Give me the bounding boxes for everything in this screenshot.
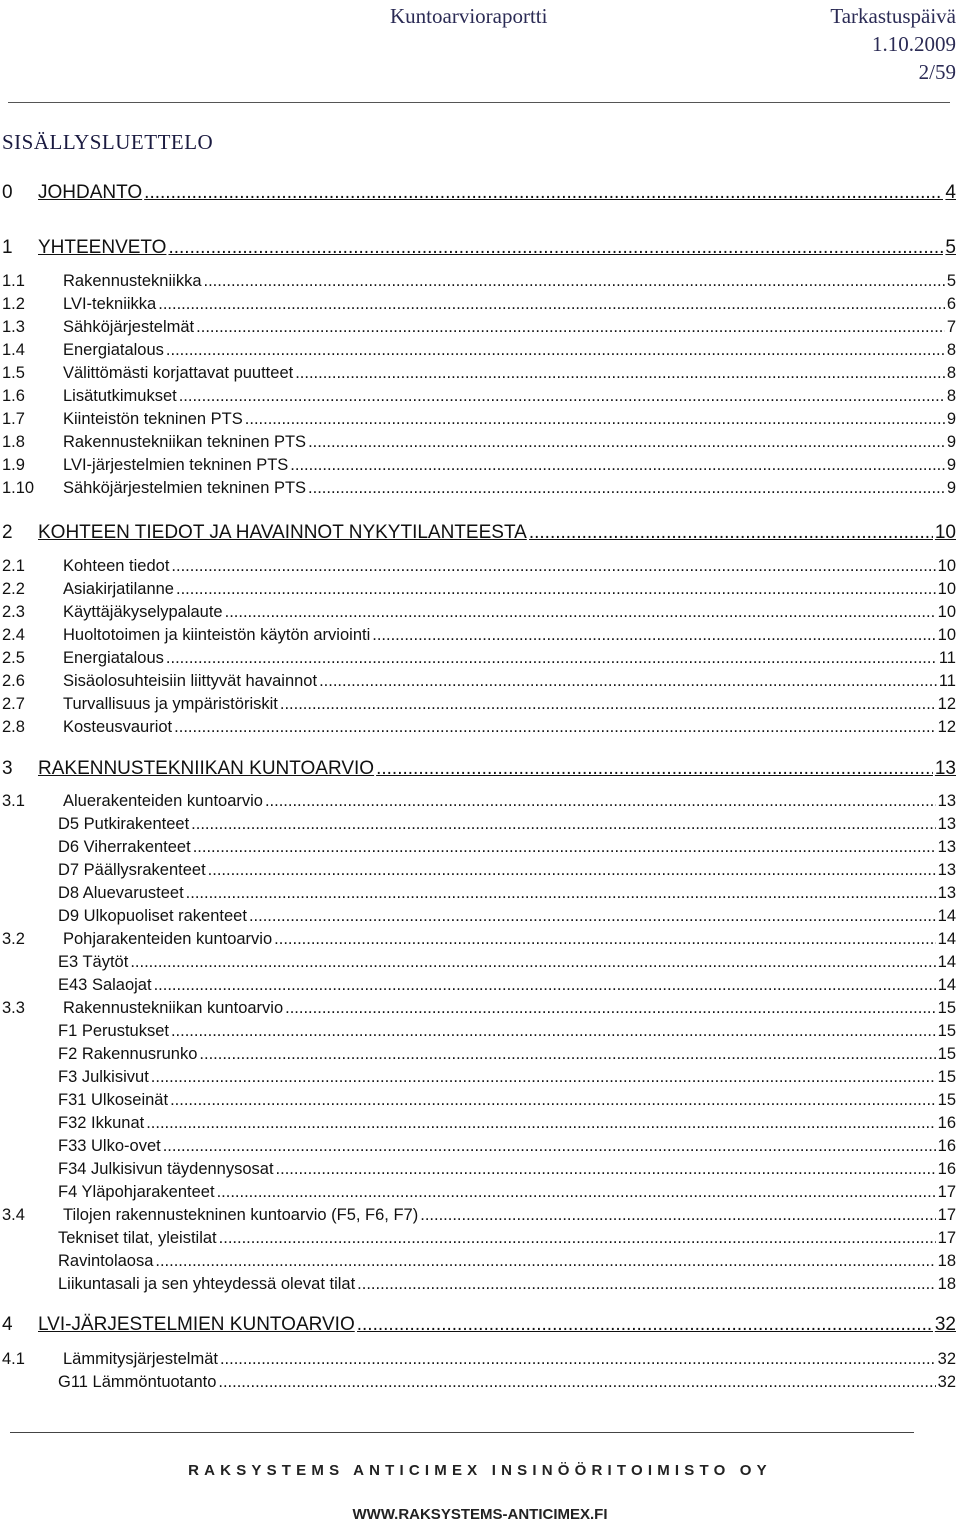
toc-entry[interactable] bbox=[0, 1373, 956, 1392]
toc-leader-dots bbox=[176, 580, 936, 599]
toc-entry-page: 14 bbox=[937, 976, 956, 994]
toc-entry-page: 9 bbox=[946, 410, 956, 428]
toc-leader-dots bbox=[372, 626, 935, 645]
toc-entry-title: Rakennustekniikka bbox=[63, 272, 202, 290]
toc-entry-title: G11 Lämmöntuotanto bbox=[58, 1373, 217, 1391]
toc-entry-number: 1.8 bbox=[2, 433, 25, 451]
toc-entry[interactable] bbox=[0, 815, 956, 834]
toc-entry-page: 5 bbox=[945, 237, 956, 258]
toc-entry[interactable] bbox=[0, 1114, 956, 1133]
toc-entry-number: 2 bbox=[2, 522, 13, 543]
toc-entry[interactable] bbox=[0, 1229, 956, 1248]
inspection-date: 1.10.2009 bbox=[872, 32, 956, 56]
toc-entry-number: 2.5 bbox=[2, 649, 25, 667]
toc-leader-dots bbox=[130, 953, 935, 972]
toc-entry-title: Sähköjärjestelmien tekninen PTS bbox=[63, 479, 307, 497]
toc-leader-dots bbox=[308, 479, 945, 498]
toc-entry-title: Välittömästi korjattavat puutteet bbox=[63, 364, 294, 382]
toc-entry[interactable] bbox=[0, 387, 956, 406]
toc-entry-number: 2.2 bbox=[2, 580, 25, 598]
toc-entry-title: JOHDANTO bbox=[38, 182, 143, 203]
toc-entry-page: 14 bbox=[937, 930, 956, 948]
toc-entry-title: LVI-järjestelmien tekninen PTS bbox=[63, 456, 289, 474]
toc-entry-title: Energiatalous bbox=[63, 649, 164, 667]
toc-entry-title: F31 Ulkoseinät bbox=[58, 1091, 169, 1109]
toc-leader-dots bbox=[199, 1045, 935, 1064]
toc-leader-dots bbox=[179, 387, 945, 406]
toc-entry[interactable] bbox=[0, 272, 956, 291]
toc-entry-page: 14 bbox=[937, 953, 956, 971]
toc-entry-number: 0 bbox=[2, 182, 13, 203]
toc-entry[interactable] bbox=[0, 884, 956, 903]
toc-entry[interactable] bbox=[0, 1068, 956, 1087]
toc-entry[interactable] bbox=[0, 364, 956, 383]
toc-entry[interactable] bbox=[0, 182, 956, 204]
toc-entry-title: D9 Ulkopuoliset rakenteet bbox=[58, 907, 247, 925]
toc-entry[interactable] bbox=[0, 341, 956, 360]
toc-leader-dots bbox=[225, 603, 936, 622]
toc-entry-title: D7 Päällysrakenteet bbox=[58, 861, 206, 879]
toc-entry[interactable] bbox=[0, 1206, 956, 1225]
toc-leader-dots bbox=[171, 1022, 936, 1041]
toc-leader-dots bbox=[158, 295, 945, 314]
toc-entry-title: Rakennustekniikan kuntoarvio bbox=[63, 999, 284, 1017]
toc-entry[interactable] bbox=[0, 1160, 956, 1179]
toc-entry-page: 13 bbox=[937, 792, 956, 810]
toc-entry-page: 18 bbox=[937, 1252, 956, 1270]
toc-entry-page: 16 bbox=[937, 1137, 956, 1155]
toc-entry[interactable] bbox=[0, 522, 956, 544]
toc-leader-dots bbox=[245, 410, 945, 429]
toc-entry-title: Kohteen tiedot bbox=[63, 557, 170, 575]
toc-entry-title: F3 Julkisivut bbox=[58, 1068, 149, 1086]
toc-entry[interactable] bbox=[0, 603, 956, 622]
inspection-date-label: Tarkastuspäivä bbox=[830, 4, 956, 28]
toc-entry[interactable] bbox=[0, 1183, 956, 1202]
toc-entry-page: 13 bbox=[937, 815, 956, 833]
toc-entry-number: 1.5 bbox=[2, 364, 25, 382]
toc-entry-number: 1.9 bbox=[2, 456, 25, 474]
toc-entry[interactable] bbox=[0, 626, 956, 645]
footer-divider bbox=[10, 1432, 914, 1433]
toc-entry-page: 11 bbox=[938, 672, 956, 690]
toc-entry[interactable] bbox=[0, 410, 956, 429]
toc-entry-title: D6 Viherrakenteet bbox=[58, 838, 191, 856]
toc-entry-title: Energiatalous bbox=[63, 341, 164, 359]
toc-entry-number: 2.6 bbox=[2, 672, 25, 690]
toc-entry-page: 10 bbox=[937, 580, 956, 598]
toc-entry-title: E43 Salaojat bbox=[58, 976, 152, 994]
toc-leader-dots bbox=[280, 695, 936, 714]
toc-entry-page: 12 bbox=[937, 695, 956, 713]
toc-entry-number: 1.7 bbox=[2, 410, 25, 428]
toc-entry[interactable] bbox=[0, 580, 956, 599]
toc-leader-dots bbox=[193, 838, 936, 857]
toc-entry-page: 9 bbox=[946, 456, 956, 474]
toc-entry[interactable] bbox=[0, 479, 956, 498]
toc-leader-dots bbox=[144, 182, 943, 204]
toc-entry-number: 2.1 bbox=[2, 557, 25, 575]
toc-entry-page: 5 bbox=[946, 272, 956, 290]
toc-entry[interactable] bbox=[0, 930, 956, 949]
toc-entry-number: 3.1 bbox=[2, 792, 25, 810]
toc-entry-title: Käyttäjäkyselypalaute bbox=[63, 603, 223, 621]
toc-leader-dots bbox=[166, 649, 937, 668]
company-name: RAKSYSTEMS ANTICIMEX INSINÖÖRITOIMISTO OY bbox=[188, 1462, 772, 1479]
toc-entry-number: 1.2 bbox=[2, 295, 25, 313]
toc-entry[interactable] bbox=[0, 1091, 956, 1110]
toc-entry-page: 10 bbox=[937, 626, 956, 644]
toc-entry[interactable] bbox=[0, 237, 956, 259]
toc-entry-number: 3.3 bbox=[2, 999, 25, 1017]
toc-entry-number: 1.10 bbox=[2, 479, 35, 497]
toc-entry-number: 3 bbox=[2, 758, 13, 779]
toc-leader-dots bbox=[249, 907, 936, 926]
toc-entry-title: Liikuntasali ja sen yhteydessä olevat tilat bbox=[58, 1275, 356, 1293]
toc-entry-title: D8 Aluevarusteet bbox=[58, 884, 184, 902]
toc-entry[interactable] bbox=[0, 838, 956, 857]
toc-entry-number: 2.8 bbox=[2, 718, 25, 736]
toc-entry-title: Lämmitysjärjestelmät bbox=[63, 1350, 218, 1368]
toc-entry-title: LVI-tekniikka bbox=[63, 295, 157, 313]
toc-entry-page: 8 bbox=[946, 387, 956, 405]
toc-entry-page: 12 bbox=[937, 718, 956, 736]
toc-entry-title: Turvallisuus ja ympäristöriskit bbox=[63, 695, 278, 713]
toc-entry-number: 4.1 bbox=[2, 1350, 25, 1368]
toc-leader-dots bbox=[191, 815, 935, 834]
toc-entry-page: 8 bbox=[946, 364, 956, 382]
page-number: 2/59 bbox=[918, 60, 956, 84]
toc-entry-page: 17 bbox=[937, 1206, 956, 1224]
toc-entry-page: 14 bbox=[937, 907, 956, 925]
toc-entry-title: Huoltotoimen ja kiinteistön käytön arviointi bbox=[63, 626, 371, 644]
toc-entry-title: Aluerakenteiden kuntoarvio bbox=[63, 792, 263, 810]
toc-entry-title: Sähköjärjestelmät bbox=[63, 318, 195, 336]
toc-entry-page: 8 bbox=[946, 341, 956, 359]
toc-entry-page: 32 bbox=[937, 1373, 956, 1391]
toc-leader-dots bbox=[163, 1137, 936, 1156]
toc-leader-dots bbox=[376, 758, 933, 780]
toc-entry-title: Rakennustekniikan tekninen PTS bbox=[63, 433, 307, 451]
document-title: Kuntoarvioraportti bbox=[390, 4, 548, 28]
toc-entry[interactable] bbox=[0, 953, 956, 972]
toc-entry-page: 13 bbox=[934, 758, 956, 779]
toc-entry-title: Pohjarakenteiden kuntoarvio bbox=[63, 930, 273, 948]
toc-entry-number: 2.7 bbox=[2, 695, 25, 713]
toc-entry-number: 3.2 bbox=[2, 930, 25, 948]
toc-entry[interactable] bbox=[0, 792, 956, 811]
toc-leader-dots bbox=[166, 341, 945, 360]
toc-leader-dots bbox=[204, 272, 945, 291]
toc-entry-page: 15 bbox=[937, 999, 956, 1017]
toc-entry-title: F4 Yläpohjarakenteet bbox=[58, 1183, 215, 1201]
toc-entry-page: 13 bbox=[937, 884, 956, 902]
toc-leader-dots bbox=[208, 861, 936, 880]
toc-entry-page: 18 bbox=[937, 1275, 956, 1293]
toc-entry[interactable] bbox=[0, 1137, 956, 1156]
toc-entry-page: 17 bbox=[937, 1229, 956, 1247]
toc-leader-dots bbox=[171, 557, 935, 576]
toc-leader-dots bbox=[151, 1068, 936, 1087]
toc-leader-dots bbox=[357, 1314, 933, 1336]
toc-entry-page: 9 bbox=[946, 479, 956, 497]
toc-leader-dots bbox=[274, 930, 935, 949]
toc-entry-title: Lisätutkimukset bbox=[63, 387, 177, 405]
toc-entry-page: 10 bbox=[934, 522, 956, 543]
toc-leader-dots bbox=[529, 522, 933, 544]
toc-leader-dots bbox=[357, 1275, 935, 1294]
toc-leader-dots bbox=[217, 1183, 936, 1202]
toc-leader-dots bbox=[290, 456, 945, 475]
toc-entry-title: YHTEENVETO bbox=[38, 237, 167, 258]
toc-entry-title: Tilojen rakennustekninen kuntoarvio (F5, F6, F7) bbox=[63, 1206, 419, 1224]
toc-leader-dots bbox=[174, 718, 935, 737]
toc-entry-page: 13 bbox=[937, 861, 956, 879]
toc-entry-title: D5 Putkirakenteet bbox=[58, 815, 190, 833]
toc-entry-number: 1 bbox=[2, 237, 13, 258]
toc-entry[interactable] bbox=[0, 456, 956, 475]
toc-entry-page: 11 bbox=[938, 649, 956, 667]
toc-entry-title: LVI-JÄRJESTELMIEN KUNTOARVIO bbox=[38, 1314, 355, 1335]
toc-entry[interactable] bbox=[0, 1045, 956, 1064]
toc-entry[interactable] bbox=[0, 1022, 956, 1041]
toc-entry-title: Kiinteistön tekninen PTS bbox=[63, 410, 243, 428]
toc-entry-page: 15 bbox=[937, 1068, 956, 1086]
toc-entry[interactable] bbox=[0, 1314, 956, 1336]
toc-entry[interactable] bbox=[0, 861, 956, 880]
toc-leader-dots bbox=[155, 1252, 935, 1271]
toc-leader-dots bbox=[218, 1373, 935, 1392]
toc-entry-number: 1.4 bbox=[2, 341, 25, 359]
toc-leader-dots bbox=[146, 1114, 935, 1133]
toc-entry[interactable] bbox=[0, 999, 956, 1018]
toc-entry[interactable] bbox=[0, 1350, 956, 1369]
toc-entry-number: 2.4 bbox=[2, 626, 25, 644]
toc-entry-title: F33 Ulko-ovet bbox=[58, 1137, 161, 1155]
toc-leader-dots bbox=[420, 1206, 935, 1225]
toc-entry-number: 4 bbox=[2, 1314, 13, 1335]
toc-entry[interactable] bbox=[0, 718, 956, 737]
toc-entry[interactable] bbox=[0, 695, 956, 714]
toc-leader-dots bbox=[265, 792, 936, 811]
toc-leader-dots bbox=[186, 884, 936, 903]
toc-leader-dots bbox=[285, 999, 936, 1018]
toc-entry-number: 2.3 bbox=[2, 603, 25, 621]
toc-entry-page: 17 bbox=[937, 1183, 956, 1201]
toc-entry[interactable] bbox=[0, 1275, 956, 1294]
toc-entry-title: Asiakirjatilanne bbox=[63, 580, 174, 598]
toc-entry-title: F1 Perustukset bbox=[58, 1022, 169, 1040]
toc-leader-dots bbox=[219, 1229, 936, 1248]
toc-entry[interactable] bbox=[0, 295, 956, 314]
toc-entry[interactable] bbox=[0, 433, 956, 452]
toc-entry[interactable] bbox=[0, 318, 956, 337]
toc-entry-page: 7 bbox=[946, 318, 956, 336]
toc-entry-page: 16 bbox=[937, 1114, 956, 1132]
toc-leader-dots bbox=[168, 237, 943, 259]
toc-heading: SISÄLLYSLUETTELO bbox=[2, 130, 214, 154]
toc-leader-dots bbox=[154, 976, 936, 995]
toc-entry-title: Kosteusvauriot bbox=[63, 718, 173, 736]
toc-entry-page: 32 bbox=[934, 1314, 956, 1335]
toc-entry[interactable] bbox=[0, 758, 956, 780]
toc-leader-dots bbox=[308, 433, 945, 452]
toc-entry-page: 6 bbox=[946, 295, 956, 313]
toc-entry-title: RAKENNUSTEKNIIKAN KUNTOARVIO bbox=[38, 758, 375, 779]
toc-entry-page: 32 bbox=[937, 1350, 956, 1368]
toc-entry-title: Sisäolosuhteisiin liittyvät havainnot bbox=[63, 672, 318, 690]
toc-leader-dots bbox=[170, 1091, 936, 1110]
toc-entry[interactable] bbox=[0, 649, 956, 668]
toc-entry-page: 15 bbox=[937, 1022, 956, 1040]
toc-entry-page: 10 bbox=[937, 557, 956, 575]
toc-entry-number: 1.6 bbox=[2, 387, 25, 405]
toc-leader-dots bbox=[220, 1350, 936, 1369]
toc-leader-dots bbox=[276, 1160, 936, 1179]
toc-entry[interactable] bbox=[0, 976, 956, 995]
toc-entry-number: 3.4 bbox=[2, 1206, 25, 1224]
toc-entry-page: 13 bbox=[937, 838, 956, 856]
toc-entry[interactable] bbox=[0, 557, 956, 576]
toc-entry[interactable] bbox=[0, 1252, 956, 1271]
toc-entry-number: 1.3 bbox=[2, 318, 25, 336]
toc-entry-page: 16 bbox=[937, 1160, 956, 1178]
toc-entry-page: 15 bbox=[937, 1045, 956, 1063]
toc-entry-page: 10 bbox=[937, 603, 956, 621]
toc-entry[interactable] bbox=[0, 672, 956, 691]
toc-entry[interactable] bbox=[0, 907, 956, 926]
toc-entry-title: Ravintolaosa bbox=[58, 1252, 154, 1270]
toc-entry-title: F34 Julkisivun täydennysosat bbox=[58, 1160, 274, 1178]
toc-leader-dots bbox=[295, 364, 945, 383]
toc-entry-page: 15 bbox=[937, 1091, 956, 1109]
toc-leader-dots bbox=[319, 672, 937, 691]
toc-entry-number: 1.1 bbox=[2, 272, 25, 290]
toc-entry-title: F32 Ikkunat bbox=[58, 1114, 145, 1132]
toc-entry-title: F2 Rakennusrunko bbox=[58, 1045, 198, 1063]
toc-entry-title: Tekniset tilat, yleistilat bbox=[58, 1229, 217, 1247]
company-website: WWW.RAKSYSTEMS-ANTICIMEX.FI bbox=[352, 1506, 608, 1523]
toc-entry-page: 4 bbox=[945, 182, 956, 203]
toc-entry-title: E3 Täytöt bbox=[58, 953, 129, 971]
toc-entry-title: KOHTEEN TIEDOT JA HAVAINNOT NYKYTILANTEESTA bbox=[38, 522, 527, 543]
toc-entry-page: 9 bbox=[946, 433, 956, 451]
toc-leader-dots bbox=[196, 318, 945, 337]
